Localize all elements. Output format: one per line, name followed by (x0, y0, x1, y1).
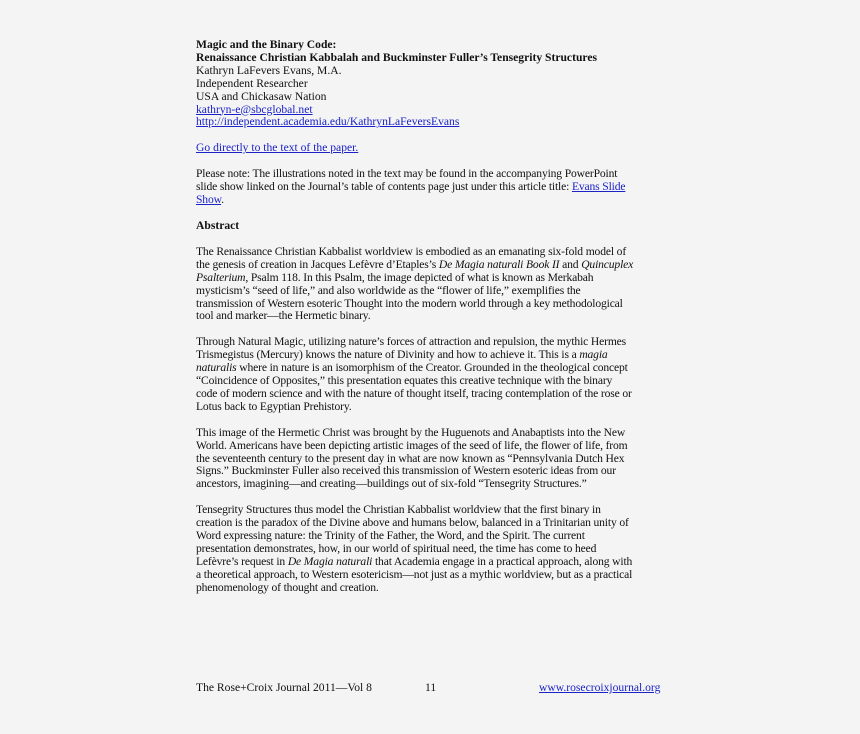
abstract-paragraph-2: Through Natural Magic, utilizing nature’s forces of attraction and repulsion, the mythic Hermes Trismegistus (Mercury) knows the nature of Divinity and how to achieve it. This is a magia naturalis where in nature is an isomorphism of the Creator. Grounded in the theological concept “Coincidence of Opposites,” this presentation equates this creative technique with the binary code of modern science and with the nature of thought itself, tracing contemplation of the rose or Lotus back to Egyptian Prehistory. (196, 335, 632, 413)
abstract-heading: Abstract (196, 218, 240, 232)
abstract-paragraph-1: The Renaissance Christian Kabbalist worldview is embodied as an emanating six-fold model of the genesis of creation in Jacques Lefèvre d’Etaples’s De Magia naturali Book II and Quincuplex Psalterium, Psalm 118. In this Psalm, the image depicted of what is known as Merkabah mysticism’s “seed of life,” and also worldwide as the “flower of life,” exemplifies the transmission of Western esoteric Thought into the modern world through a key methodological tool and marker—the Hermetic binary. (196, 244, 634, 323)
slide-show-link[interactable]: Evans Slide (571, 180, 626, 194)
author-profile-link[interactable]: http://independent.academia.edu/KathrynLaFeversEvans (196, 115, 460, 129)
paper-title: Magic and the Binary Code: (196, 38, 337, 51)
page-number: 11 (425, 681, 437, 694)
document-content (196, 39, 648, 595)
journal-website-link[interactable]: www.rosecroixjournal.org (539, 681, 661, 694)
note-paragraph: Please note: The illustrations noted in the text may be found in the accompanying PowerPoint slide show linked on the Journal’s table of contents page just under this article title: Evans Slide Show. (196, 167, 626, 207)
author-nation: USA and Chickasaw Nation (196, 89, 327, 103)
paper-subtitle: Renaissance Christian Kabbalah and Buckminster Fuller’s Tensegrity Structures (196, 50, 597, 64)
goto-text-link[interactable]: Go directly to the text of the paper. (196, 141, 359, 155)
author-email-link[interactable]: kathryn-e@sbcglobal.net (196, 102, 313, 116)
abstract-paragraph-4: Tensegrity Structures thus model the Christian Kabbalist worldview that the first binary in creation is the paradox of the Divine above and humans below, balanced in a Trinitarian unity of Word expressing nature: the Trinity of the Father, the Word, and the Spirit. The current presentation demonstrates, how, in our world of spiritual need, the time has come to heed Lefèvre’s request in De Magia naturali that Academia engage in a practical approach, along with a theoretical approach, to Western esotericism—not just as a mythic worldview, but as a practical phenomenology of thought and creation. (196, 503, 633, 594)
footer-journal: The Rose+Croix Journal 2011—Vol 8 (196, 681, 372, 694)
author-affiliation: Independent Researcher (196, 76, 308, 90)
author-name: Kathryn LaFevers Evans, M.A. (196, 63, 342, 77)
slide-show-link-cont[interactable]: Show (196, 193, 222, 207)
abstract-paragraph-3: This image of the Hermetic Christ was brought by the Huguenots and Anabaptists into the New World. Americans have been depicting artistic images of the seed of life, the flower of life, from the seventeenth century to the present day in what are now known as “Pennsylvania Dutch Hex Signs.” Buckminster Fuller also received this transmission of Western esoteric ideas from our ancestors, imagining—and creating—buildings out of six-fold “Tensegrity Structures.” (196, 425, 628, 491)
